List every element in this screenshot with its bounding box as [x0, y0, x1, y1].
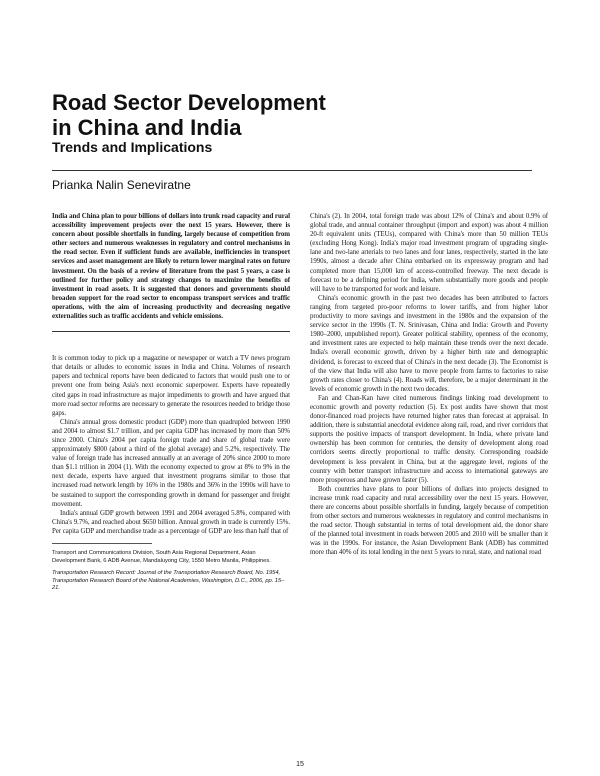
affiliation-footnote: Transport and Communications Division, South Asia Regional Department, Asian Development Bank, 6 ADB Avenue, Mandaluyong City, 1550 Metro Manila, Philippines.: [52, 550, 271, 564]
right-column: [310, 212, 548, 558]
header-divider: [52, 170, 532, 171]
body-paragraph: It is common today to pick up a magazine or newspaper or watch a TV news program that details or alludes to economic issues in India and China. Volumes of research papers and technical reports have been dedicated to factors that would push one to or prevent one from being Asia's next economic superpower. Experts have repeatedly cited gaps in road infrastructure as major impediments to growth and have argued that more road sector reforms are necessary to generate the resources needed to bridge those gaps.: [52, 355, 290, 417]
left-column: [52, 212, 290, 598]
page-number: 15: [296, 761, 304, 768]
body-paragraph: Both countries have plans to pour billions of dollars into projects designed to increase trunk road capacity and rural accessibility over the next 15 years. However, there are concerns about possible shortfalls in funding, largely because of competition from other sectors and numerous weaknesses in regulatory and control mechanisms in the road sector. Though substantial in terms of total development aid, the donor share of the planned total investment in roads between 2005 and 2010 will be smaller than it was in the 1990s. For instance, the Asian Development Bank (ADB) has committed more than 40% of its total lending in the next 5 years to rural, state, and national road: [310, 485, 548, 557]
article-subtitle: Trends and Implications: [52, 139, 213, 155]
title-line-2: in China and India: [52, 115, 242, 140]
left-body: [52, 354, 290, 536]
body-paragraph: China's (2). In 2004, total foreign trade was about 12% of China's and about 0.9% of global trade, and annual container throughput (import and export) was about 4 million 20-ft equivalent units (TEUs), compared with China's more than 50 million TEUs (excluding Hong Kong). India's major road investment program of upgrading single-lane and two-lane arterials to two lanes and four lanes, respectively, started in the late 1990s, almost a decade after China embarked on its expressway program and had completed more than 15,000 km of access-controlled freeway. The next decade is forecast to be a defining period for India, when substantially more goods and people will have to be transported for work and leisure.: [310, 213, 548, 293]
title-line-1: Road Sector Development: [52, 90, 326, 115]
abstract-divider: [52, 331, 290, 332]
body-paragraph: India's annual GDP growth between 1991 and 2004 averaged 5.8%, compared with China's 9.7%, and reached about $650 billion. Annual growth in trade is currently 15%. Per capita GDP and merchandise trade as a percentage of GDP are less than half that of: [52, 509, 290, 535]
footnotes: [52, 550, 290, 593]
body-paragraph: Fan and Chan-Kan have cited numerous findings linking road development to economic growth and poverty reduction (5). Ex post audits have shown that most donor-financed road projects have returned higher rates than forecast at appraisal. In addition, there is substantial anecdotal evidence along rail, road, and river corridors that supports the positive impacts of transport development. In India, where private land ownership has been common for centuries, the density of development along road corridors seems directly proportional to traffic density. Corresponding roadside development is less prevalent in China, but at the aggregate level, regions of the country with better transport infrastructure and access to international gateways are more prosperous and have grown faster (5).: [310, 394, 548, 484]
author-name: Prianka Nalin Seneviratne: [52, 178, 191, 192]
abstract: [52, 212, 290, 321]
citation-footnote: Transportation Research Record: Journal of the Transportation Research Board, No. 1954, Transportation Research Board of the National Academies, Washington, D.C., 2006, pp. 15–21.: [52, 570, 285, 592]
body-paragraph: China's annual gross domestic product (GDP) more than quadrupled between 1990 and 2004 to almost $1.7 trillion, and per capita GDP has increased by more than 50% since 2000. China's 2004 per capita foreign trade and share of global trade were approximately $800 (about a third of the global average) and 5.2%, respectively. The value of foreign trade has increased annually at an average of 20% since 2000 to more than $1.1 trillion in 2004 (1). With the economy expected to grow at 8% to 9% in the next decade, experts have argued that investment programs similar to those that increased road network length by 16% in the 1980s and 36% in the 1990s will have to be sustained to support the corresponding growth in demand for passenger and freight movement.: [52, 418, 290, 508]
body-paragraph: China's economic growth in the past two decades has been attributed to factors ranging from targeted pro-poor reforms to lower tariffs, and from higher labor productivity to more savings and investment in the 1980s and the expansion of the service sector in the 1990s (T. N. Srinivasan, China and India: Growth and Poverty 1980–2000, unpublished report). Greater political stability, openness of the economy, and investment rates are expected to help maintain these trends over the next decade. India's overall economic growth, driven by a higher birth rate and demographic dividend, is forecast to exceed that of China's in the next decade (3). The Economist is of the view that India will also have to move people from farms to factories to raise growth rates closer to China's (4). Roads will, therefore, be a major determinant in the levels of economic growth in the next two decades.: [310, 294, 548, 393]
article-title: [52, 90, 492, 140]
abstract-text: India and China plan to pour billions of dollars into trunk road capacity and rural accessibility improvement projects over the next 15 years. However, there is concern about possible shortfalls in funding, largely because of competition from other sectors and numerous weaknesses in regulatory and control mechanisms in the road sector. Even if sufficient funds are available, inefficiencies in transport services and asset management are likely to return lower marginal rates on future investment. On the basis of a review of literature from the past 5 years, a case is outlined for further policy and strategy changes to maximize the benefits of investment in road assets. It is suggested that donors and governments should broaden support for the road sector to encompass transport services and traffic operations, with the aim of increasing productivity and decreasing negative externalities such as traffic accidents and vehicle emissions.: [52, 213, 290, 321]
footnote-divider: [52, 543, 152, 550]
